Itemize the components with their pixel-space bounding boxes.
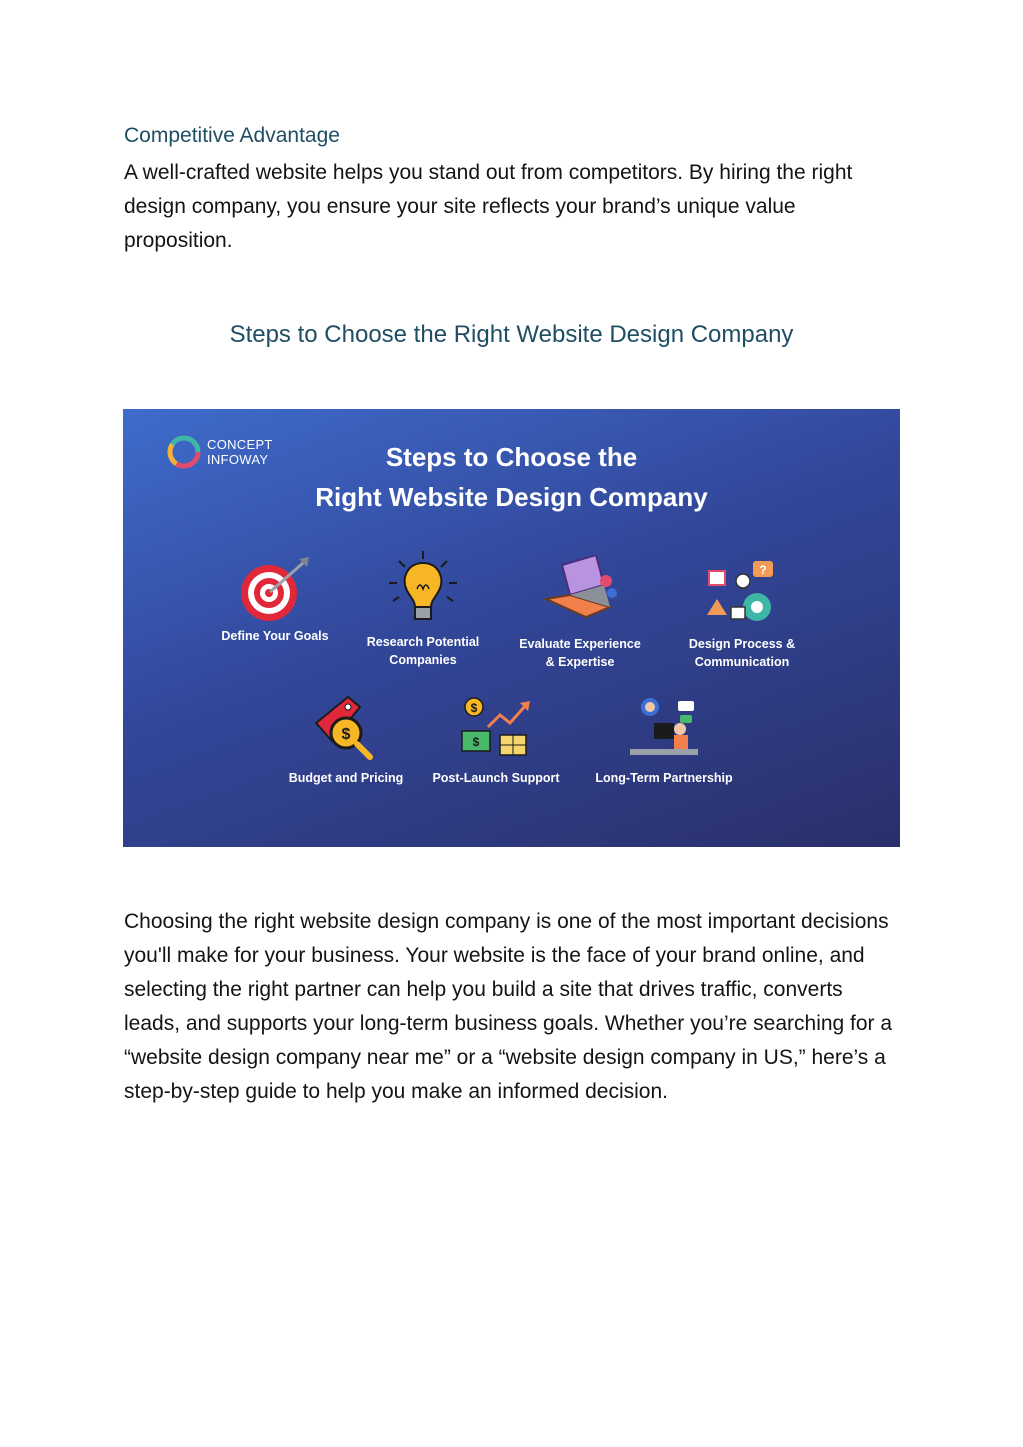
svg-text:$: $: [470, 701, 478, 715]
section-heading: Competitive Advantage: [124, 124, 340, 147]
step-label-line-1: Long-Term Partnership: [595, 771, 733, 785]
target-icon: [237, 555, 313, 623]
banner-title-line-2: Right Website Design Company: [315, 482, 708, 512]
step-label-line-2: Communication: [694, 655, 790, 669]
step-post-launch-support: [421, 693, 571, 787]
step-define-goals: [200, 555, 350, 645]
steps-banner-image: [123, 409, 900, 847]
price-tag-icon: [308, 693, 384, 765]
banner-title-line-1: Steps to Choose the: [385, 442, 638, 472]
step-evaluate-experience: [505, 555, 655, 671]
lightbulb-icon: [385, 549, 461, 629]
step-design-process: [667, 557, 817, 671]
step-long-term-partnership: [589, 693, 739, 787]
step-label-line-1: Define Your Goals: [221, 629, 329, 643]
banner-title: [123, 437, 900, 517]
step-label-line-1: Evaluate Experience: [519, 637, 641, 651]
svg-text:$: $: [472, 735, 480, 749]
step-research-companies: [348, 549, 498, 669]
process-gears-icon: [703, 557, 781, 631]
step-label-line-1: Post-Launch Support: [432, 771, 560, 785]
step-label-line-1: Research Potential: [366, 635, 480, 649]
section-paragraph: A well-crafted website helps you stand out from competitors. By hiring the right design company, you ensure your site reflects your brand’s unique value proposition.: [124, 161, 853, 252]
logo-line-1: CONCEPT: [207, 437, 273, 452]
body-paragraph: Choosing the right website design company is one of the most important decisions you'll make for your business. Your website is the face of your brand online, and selecting the right partner can help you build a site that drives traffic, converts leads, and supports your long-term business goals. Whether you’re searching for a “website design company near me” or a “website design company in US,” here’s a step-by-step guide to help you make an informed decision.: [124, 910, 893, 1103]
step-budget-pricing: [271, 693, 421, 787]
step-label-line-2: & Expertise: [545, 655, 615, 669]
logo-line-2: INFOWAY: [207, 452, 269, 467]
page-subtitle: Steps to Choose the Right Website Design Company: [229, 321, 794, 348]
step-label-line-1: Design Process &: [688, 637, 796, 651]
laptop-icon: [540, 555, 620, 631]
svg-text:?: ?: [759, 563, 767, 577]
step-label-line-1: Budget and Pricing: [288, 771, 404, 785]
team-desk-icon: [626, 693, 702, 765]
svg-text:$: $: [341, 726, 351, 743]
growth-chart-icon: [458, 693, 534, 765]
step-label-line-2: Companies: [389, 653, 457, 667]
